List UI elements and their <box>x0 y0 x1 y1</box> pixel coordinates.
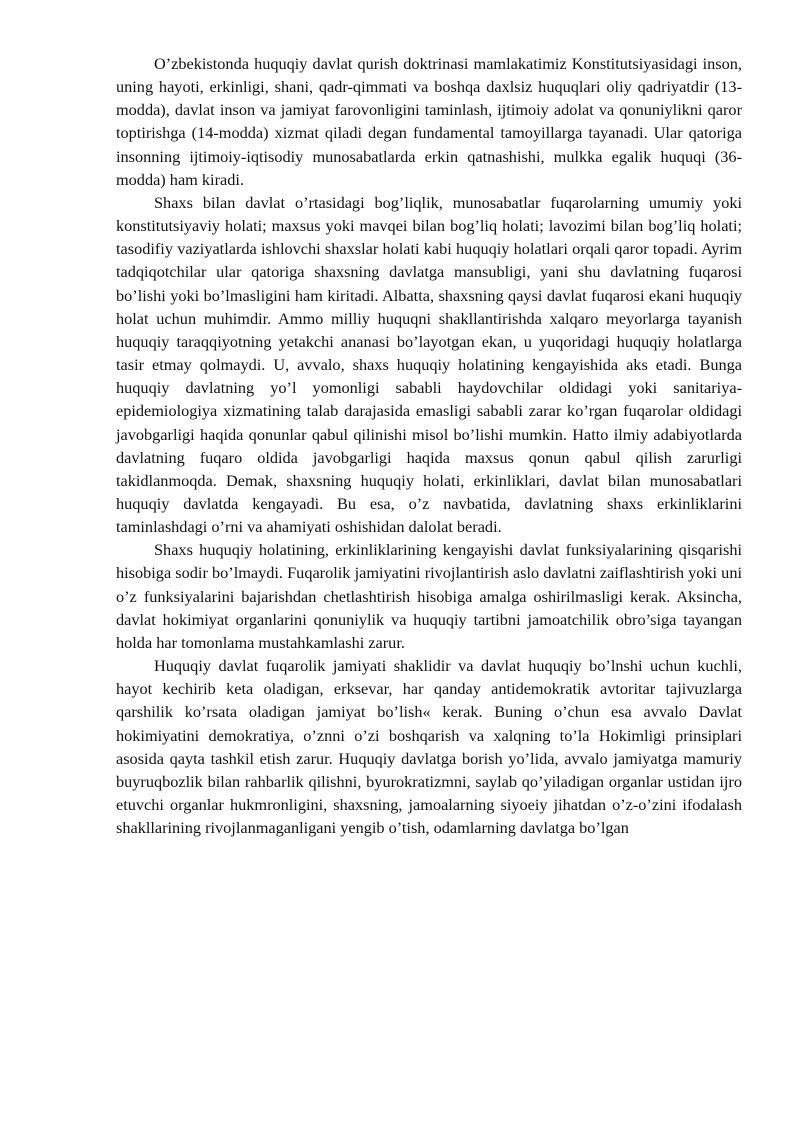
document-page <box>116 52 742 839</box>
paragraph-4: Huquqiy davlat fuqarolik jamiyati shaklidir va davlat huquqiy bo’lnshi uchun kuchli, hayot kechirib keta oladigan, erksevar, har qanday antidemokratik avtoritar tajivuzlarga qarshilik ko’rsata oladigan jamiyat bo’lish« kerak. Buning o’chun esa avvalo Davlat hokimiyatini demokratiya, o’znni o’zi boshqarish va xalqning to’la Hokimligi prinsiplari asosida qayta tashkil etish zarur. Huquqiy davlatga borish yo’lida, avvalo jamiyatga mamuriy buyruqbozlik bilan rahbarlik qilishni, byurokratizmni, saylab qo’yiladigan organlar ustidan ijro etuvchi organlar hukmronligini, shaxsning, jamoalarning siyoeiy jihatdan o’z-o’zini ifodalash shakllarining rivojlanmaganligani yengib o’tish, odamlarning davlatga bo’lgan <box>116 656 742 838</box>
paragraph-3: Shaxs huquqiy holatining, erkinliklarining kengayishi davlat funksiyalarining qisqarishi hisobiga sodir bo’lmaydi. Fuqarolik jamiyatini rivojlantirish aslo davlatni zaiflashtirish yoki uni o’z funksiyalarini bajarishdan chetlashtirish hisobiga amalga oshirilmasligi kerak. Aksincha, davlat hokimiyat organlarini qonuniylik va huquqiy tartibni jamoatchilik obro’siga tayangan holda har tomonlama mustahkamlashi zarur. <box>116 540 742 652</box>
paragraph-2: Shaxs bilan davlat o’rtasidagi bog’liqlik, munosabatlar fuqarolarning umumiy yoki konstitutsiyaviy holati; maxsus yoki mavqei bilan bog’liq holati; lavozimi bilan bog’liq holati; tasodifiy vaziyatlarda ishlovchi shaxslar holati kabi huquqiy holatlari orqali qaror topadi. Ayrim tadqiqotchilar ular qatoriga shaxsning davlatga mansubligi, yani shu davlatning fuqarosi bo’lishi yoki bo’lmasligini ham kiritadi. Albatta, shaxsning qaysi davlat fuqarosi ekani huquqiy holat uchun muhimdir. Ammo milliy huquqni shakllantirishda xalqaro meyorlarga tayanish huquqiy taraqqiyotning yetakchi ananasi bo’layotgan ekan, u yuqoridagi huquqiy holatlarga tasir etmay qolmaydi. U, avvalo, shaxs huquqiy holatining kengayishida aks etadi. Bunga huquqiy davlatning yo’l yomonligi sababli haydovchilar oldidagi yoki sanitariya-epidemiologiya xizmatining talab darajasida emasligi sababli zarar ko’rgan fuqarolar oldidagi javobgarligi haqida qonunlar qabul qilinishi misol bo’lishi mumkin. Hatto ilmiy adabiyotlarda davlatning fuqaro oldida javobgarligi haqida maxsus qonun qabul qilish zarurligi takidlanmoqda. Demak, shaxsning huquqiy holati, erkinliklari, davlat bilan munosabatlari huquqiy davlatda kengayadi. Bu esa, o’z navbatida, davlatning shaxs erkinliklarini taminlashdagi o’rni va ahamiyati oshishidan dalolat beradi. <box>116 192 742 537</box>
paragraph-1: O’zbekistonda huquqiy davlat qurish doktrinasi mamlakatimiz Konstitutsiyasidagi inson, uning hayoti, erkinligi, shani, qadr-qimmati va boshqa daxlsiz huquqlari oliy qadriyatdir (13-modda), davlat inson va jamiyat farovonligini taminlash, ijtimoiy adolat va qonuniylikni qaror toptirishga (14-modda) xizmat qiladi degan fundamental tamoyillarga tayanadi. Ular qatoriga insonning ijtimoiy-iqtisodiy munosabatlarda erkin qatnashishi, mulkka egalik huquqi (36-modda) ham kiradi. <box>116 54 742 189</box>
